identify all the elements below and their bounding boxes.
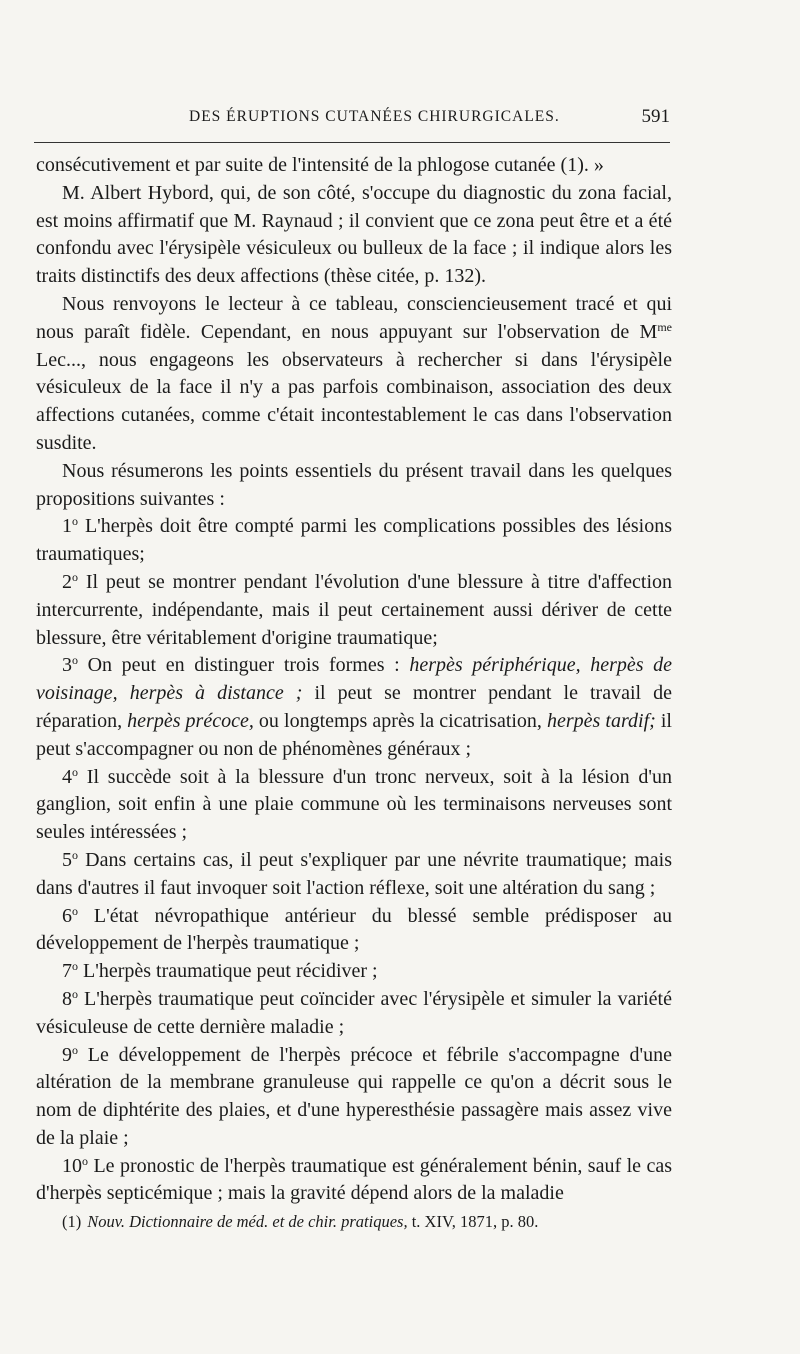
- proposition-number: 2: [62, 570, 72, 593]
- proposition-text: L'herpès traumatique peut coïncider avec l'érysipèle et simuler la variété vésiculeuse de cette dernière maladie ;: [36, 987, 672, 1038]
- proposition-text: L'herpès traumatique peut récidiver ;: [78, 960, 378, 983]
- proposition-8: [36, 986, 672, 1042]
- proposition-text-a: On peut en distinguer trois formes :: [78, 654, 410, 677]
- proposition-text: Le pronostic de l'herpès traumatique est généralement bénin, sauf le cas d'herpès septicémique ; mais la gravité dépend alors de la maladie: [36, 1154, 672, 1205]
- running-title: DES ÉRUPTIONS CUTANÉES CHIRURGICALES.: [189, 108, 560, 125]
- footnote-reference: t. XIV, 1871, p. 80.: [407, 1212, 539, 1231]
- proposition-number: 5: [62, 848, 72, 871]
- footnote: [62, 1211, 682, 1233]
- proposition-text: L'herpès doit être compté parmi les complications possibles des lésions traumatiques;: [36, 515, 672, 566]
- proposition-text-d: il peut s'accompagner ou non de phénomènes généraux ;: [36, 709, 672, 760]
- proposition-1: [36, 513, 672, 569]
- body-text: [36, 152, 672, 1208]
- ordinal-mark: o: [72, 653, 78, 668]
- paragraph-hybord: M. Albert Hybord, qui, de son côté, s'occupe du diagnostic du zona facial, est moins affirmatif que M. Raynaud ; il convient que ce zona peut être et a été confondu avec l'érysipèle vésiculeux ou bulleux de la face ; il indique alors les traits distinctifs des deux affections (thèse citée, p. 132).: [36, 181, 672, 288]
- proposition-text: Il succède soit à la blessure d'un tronc nerveux, soit à la lésion d'un ganglion, soit enfin à une plaie commune où les terminaisons nerveuses sont seules intéressées ;: [36, 765, 672, 844]
- proposition-7: [36, 958, 672, 986]
- header-rule: [34, 142, 670, 143]
- proposition-10: [36, 1153, 672, 1209]
- proposition-number: 10: [62, 1154, 82, 1177]
- superscript-me: me: [657, 319, 672, 334]
- proposition-number: 1: [62, 515, 72, 538]
- proposition-text-b: il peut se montrer pendant le travail de réparation,: [36, 682, 672, 732]
- proposition-number: 6: [62, 904, 72, 927]
- proposition-number: 3: [62, 654, 72, 677]
- proposition-number: 8: [62, 987, 72, 1010]
- proposition-2: [36, 569, 672, 652]
- italic-herpes-precoce: herpès précoce,: [127, 709, 254, 732]
- paragraph-observation-part-b: Lec..., nous engageons les observateurs à rechercher si dans l'érysipèle vésiculeux de la face il n'y a pas parfois combinaison, association des deux affections cutanées, comme c'était incontestablement le cas dans l'observation susdite.: [36, 348, 672, 454]
- proposition-text: Le développement de l'herpès précoce et fébrile s'accompagne d'une altération de la membrane granuleuse qui rappelle ce qu'on a décrit sous le nom de diphtérite des plaies, et d'une hyperesthésie passagère mais assez vive de la plaie ;: [36, 1043, 672, 1149]
- italic-herpes-forms: herpès périphérique, herpès de voisinage, herpès à distance ;: [36, 654, 673, 705]
- ordinal-mark: o: [72, 569, 78, 584]
- proposition-4: [36, 764, 672, 847]
- paragraph-continued: consécutivement et par suite de l'intensité de la phlogose cutanée (1). »: [36, 154, 604, 176]
- footnote-number: (1): [62, 1212, 82, 1231]
- paragraph-summary-intro: Nous résumerons les points essentiels du présent travail dans les quelques propositions suivantes :: [36, 459, 672, 510]
- footnote-title: Nouv. Dictionnaire de méd. et de chir. pratiques,: [87, 1212, 408, 1231]
- proposition-text-c: ou longtemps après la cicatrisation,: [253, 709, 548, 732]
- proposition-6: [36, 903, 672, 959]
- ordinal-mark: o: [82, 1153, 88, 1168]
- proposition-number: 9: [62, 1043, 72, 1066]
- proposition-3: [36, 652, 672, 763]
- proposition-5: [36, 847, 672, 903]
- ordinal-mark: o: [72, 903, 78, 918]
- ordinal-mark: o: [72, 514, 78, 529]
- proposition-9: [36, 1042, 672, 1153]
- page-number: 591: [641, 106, 670, 127]
- ordinal-mark: o: [72, 764, 78, 779]
- paragraph-observation-part-a: Nous renvoyons le lecteur à ce tableau, consciencieusement tracé et qui nous paraît fidèle. Cependant, en nous appuyant sur l'observation de M: [36, 292, 672, 343]
- proposition-number: 4: [62, 765, 72, 788]
- italic-herpes-tardif: herpès tardif;: [547, 709, 656, 732]
- proposition-number: 7: [62, 960, 72, 983]
- proposition-text: L'état névropathique antérieur du blessé semble prédisposer au développement de l'herpès traumatique ;: [36, 904, 672, 955]
- ordinal-mark: o: [72, 1042, 78, 1057]
- paragraph-observation: [36, 291, 672, 458]
- ordinal-mark: o: [72, 959, 78, 974]
- ordinal-mark: o: [72, 847, 78, 862]
- proposition-text: Il peut se montrer pendant l'évolution d'une blessure à titre d'affection intercurrente, indépendante, mais il peut certainement aussi dériver de cette blessure, être véritablement d'origine traumatique;: [36, 570, 672, 649]
- ordinal-mark: o: [72, 986, 78, 1001]
- proposition-text: Dans certains cas, il peut s'expliquer par une névrite traumatique; mais dans d'autres il faut invoquer soit l'action réflexe, soit une altération du sang ;: [36, 848, 672, 899]
- page-header: [34, 108, 670, 130]
